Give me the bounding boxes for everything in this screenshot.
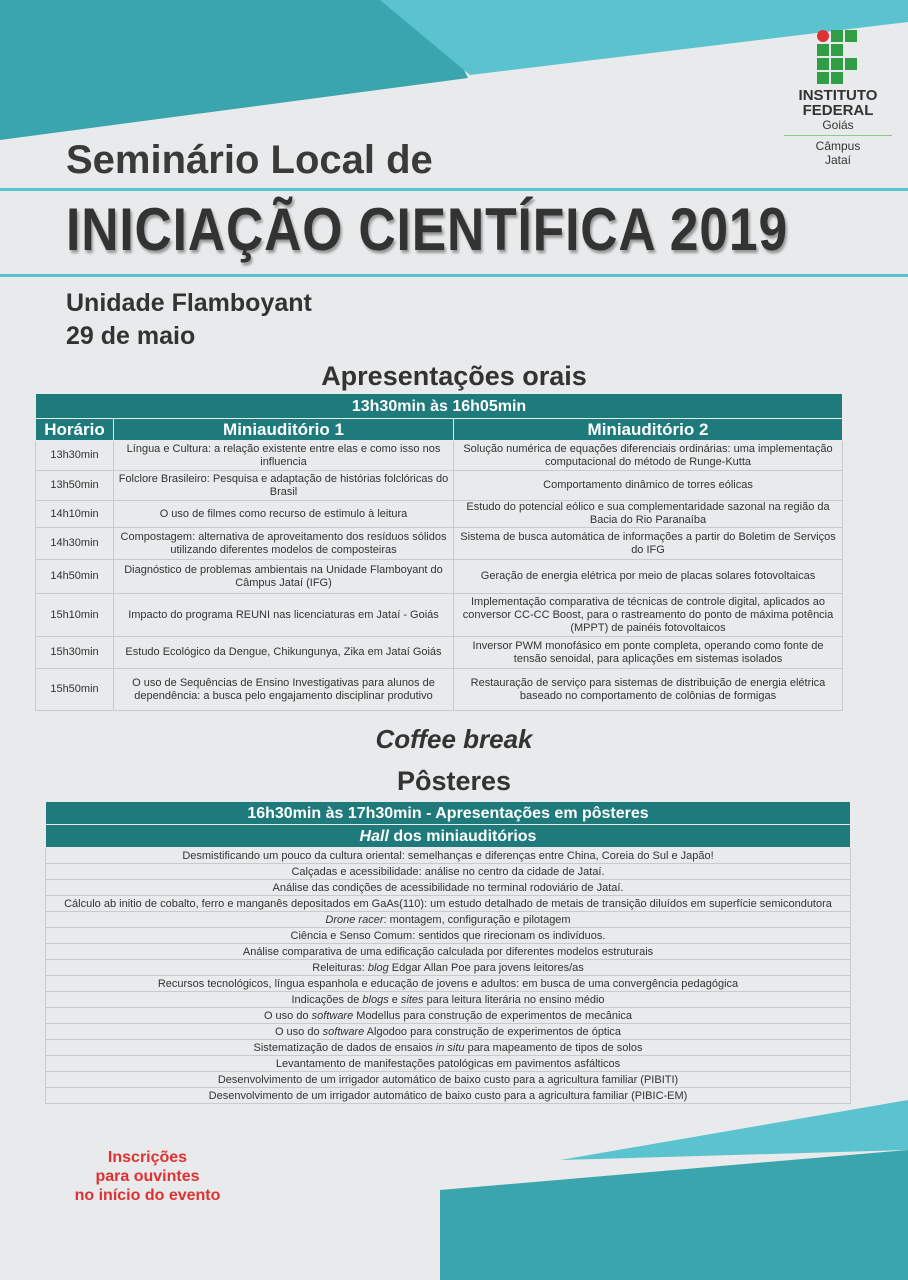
talk-cell: O uso de Sequências de Ensino Investigativas para alunos de dependência: a busca pelo engajamento disciplinar produtivo xyxy=(114,669,454,711)
talk-cell: Implementação comparativa de técnicas de controle digital, aplicados ao conversor CC-CC Boost, para o rastreamento do ponto de máxima potência (MPPT) de painéis fotovoltaicos xyxy=(454,594,843,637)
poster-title-segment: O uso do xyxy=(274,1025,323,1038)
poster-title xyxy=(46,944,851,960)
poster-title xyxy=(46,1072,851,1088)
table-row xyxy=(36,471,843,501)
time-cell: 13h30min xyxy=(36,441,114,471)
table-row xyxy=(36,441,843,471)
talk-cell: Folclore Brasileiro: Pesquisa e adaptação de histórias folclóricas do Brasil xyxy=(114,471,454,501)
time-cell: 13h50min xyxy=(36,471,114,501)
talk-cell: O uso de filmes como recurso de estimulo à leitura xyxy=(114,501,454,528)
poster-row xyxy=(46,896,851,912)
logo-text: INSTITUTO xyxy=(798,87,878,104)
talk-cell: Inversor PWM monofásico em ponte completa, operando como fonte de tensão senoidal, para aplicações em sistemas isolados xyxy=(454,637,843,669)
title-line-1: Seminário Local de xyxy=(66,138,433,182)
poster-title xyxy=(46,960,851,976)
talk-cell: Diagnóstico de problemas ambientais na Unidade Flamboyant do Câmpus Jataí (IFG) xyxy=(114,560,454,594)
poster-row xyxy=(46,960,851,976)
poster-title xyxy=(46,1008,851,1024)
poster-title-segment: in situ xyxy=(435,1041,465,1054)
poster-title-segment: blog xyxy=(367,961,389,974)
poster-title-segment: Levantamento de manifestações patológicas em pavimentos asfálticos xyxy=(275,1057,621,1070)
poster-title xyxy=(46,880,851,896)
poster-row xyxy=(46,1056,851,1072)
talk-cell: Sistema de busca automática de informações a partir do Boletim de Serviços do IFG xyxy=(454,528,843,560)
poster-row xyxy=(46,912,851,928)
poster-title-segment: : montagem, configuração e pilotagem xyxy=(383,913,571,926)
bottom-strip-shape xyxy=(560,1100,908,1160)
oral-heading: Apresentações orais xyxy=(321,361,587,391)
time-cell: 15h10min xyxy=(36,594,114,637)
poster-title xyxy=(46,976,851,992)
poster-title-segment: Cálculo ab initio de cobalto, ferro e manganês depositados em GaAs(110): um estudo detalhado de metais de transição diluídos em superfície semicondutora xyxy=(64,897,832,910)
poster-title-segment: e xyxy=(388,993,401,1006)
col-mini-2: Miniauditório 2 xyxy=(454,419,843,441)
poster-title-segment: Algodoo para construção de experimentos de óptica xyxy=(364,1025,622,1038)
poster-row xyxy=(46,976,851,992)
poster-row xyxy=(46,992,851,1008)
talk-cell: Comportamento dinâmico de torres eólicas xyxy=(454,471,843,501)
poster-row xyxy=(46,1088,851,1104)
registration-line: Inscrições xyxy=(107,1149,188,1166)
logo-mark xyxy=(817,30,857,84)
registration-line: para ouvintes xyxy=(95,1168,200,1185)
poster-row xyxy=(46,1024,851,1040)
oral-time-range: 13h30min às 16h05min xyxy=(36,394,843,419)
poster-row xyxy=(46,880,851,896)
poster-title-segment: para mapeamento de tipos de solos xyxy=(464,1041,643,1054)
poster-title-segment: Desenvolvimento de um irrigador automático de baixo custo para a agricultura familiar (PIBITI) xyxy=(217,1073,679,1086)
poster-title-segment: software xyxy=(322,1025,365,1038)
poster-title-segment: Indicações de xyxy=(291,993,363,1006)
posters-location xyxy=(46,825,851,848)
divider xyxy=(0,188,908,191)
poster-title-segment: Análise das condições de acessibilidade no terminal rodoviário de Jataí. xyxy=(272,881,624,894)
oral-schedule-table xyxy=(35,393,843,711)
table-row xyxy=(36,501,843,528)
poster-title xyxy=(46,1024,851,1040)
coffee-break: Coffee break xyxy=(375,724,533,754)
time-cell: 15h30min xyxy=(36,637,114,669)
date: 29 de maio xyxy=(66,322,196,350)
talk-cell: Impacto do programa REUNI nas licenciaturas em Jataí - Goiás xyxy=(114,594,454,637)
poster-title-segment: sites xyxy=(400,993,424,1006)
poster-title xyxy=(46,912,851,928)
talk-cell: Estudo do potencial eólico e sua complementaridade sazonal na região da Bacia do Rio Paranaíba xyxy=(454,501,843,528)
poster-row xyxy=(46,944,851,960)
table-row xyxy=(36,560,843,594)
poster-title-segment: software xyxy=(311,1009,354,1022)
poster-title-segment: Edgar Allan Poe para jovens leitores/as xyxy=(388,961,584,974)
poster-title xyxy=(46,848,851,864)
talk-cell: Solução numérica de equações diferenciais ordinárias: uma implementação computacional do método de Runge-Kutta xyxy=(454,441,843,471)
poster-row xyxy=(46,864,851,880)
poster-title-segment: O uso do xyxy=(263,1009,312,1022)
posters-table xyxy=(45,801,851,1104)
poster-title-segment: Desmistificando um pouco da cultura oriental: semelhanças e diferenças entre China, Coreia do Sul e Japão! xyxy=(182,849,714,862)
poster-row xyxy=(46,848,851,864)
venue: Unidade Flamboyant xyxy=(66,289,312,317)
poster-title-segment: Recursos tecnológicos, língua espanhola e educação de jovens e adultos: em busca de uma convergência pedagógica xyxy=(157,977,739,990)
table-row xyxy=(36,637,843,669)
poster-title xyxy=(46,864,851,880)
time-cell: 14h10min xyxy=(36,501,114,528)
bottom-right-shape xyxy=(440,1150,908,1280)
time-cell: 15h50min xyxy=(36,669,114,711)
talk-cell: Estudo Ecológico da Dengue, Chikungunya, Zika em Jataí Goiás xyxy=(114,637,454,669)
talk-cell: Restauração de serviço para sistemas de distribuição de energia elétrica baseado no comportamento de colônias de formigas xyxy=(454,669,843,711)
poster-row xyxy=(46,1008,851,1024)
poster-row xyxy=(46,1072,851,1088)
poster-title-segment: Ciência e Senso Comum: sentidos que rirecionam os indivíduos. xyxy=(290,929,606,942)
poster-title xyxy=(46,1056,851,1072)
table-row xyxy=(36,528,843,560)
poster-title xyxy=(46,1088,851,1104)
poster-title xyxy=(46,928,851,944)
top-left-shape xyxy=(0,0,468,140)
logo-text: Goiás xyxy=(784,118,892,136)
posters-time-range: 16h30min às 17h30min - Apresentações em pôsteres xyxy=(46,802,851,825)
poster-title-segment: Análise comparativa de uma edificação calculada por diferentes modelos estruturais xyxy=(242,945,654,958)
poster-title-segment: Desenvolvimento de um irrigador automático de baixo custo para a agricultura familiar (PIBIC-EM) xyxy=(208,1089,688,1102)
poster-title xyxy=(46,1040,851,1056)
poster-row xyxy=(46,1040,851,1056)
logo-text: FEDERAL xyxy=(802,102,874,119)
poster-title-segment: Drone racer xyxy=(325,913,384,926)
posters-heading: Pôsteres xyxy=(396,766,512,796)
col-mini-1: Miniauditório 1 xyxy=(114,419,454,441)
time-cell: 14h50min xyxy=(36,560,114,594)
poster-title-segment: Sistematização de dados de ensaios xyxy=(253,1041,436,1054)
poster-title-segment: Modellus para construção de experimentos de mecânica xyxy=(353,1009,633,1022)
talk-cell: Língua e Cultura: a relação existente entre elas e como isso nos influencia xyxy=(114,441,454,471)
table-row xyxy=(36,669,843,711)
registration-note xyxy=(50,1148,245,1205)
logo-text: Jataí xyxy=(824,153,851,167)
poster-title-segment: para leitura literária no ensino médio xyxy=(423,993,605,1006)
title-line-2: INICIAÇÃO CIENTÍFICA 2019 xyxy=(66,196,789,263)
col-horario: Horário xyxy=(36,419,114,441)
poster-title xyxy=(46,896,851,912)
divider xyxy=(0,274,908,277)
poster-row xyxy=(46,928,851,944)
if-goias-logo xyxy=(788,30,888,167)
talk-cell: Geração de energia elétrica por meio de placas solares fotovoltaicas xyxy=(454,560,843,594)
poster-title-segment: blogs xyxy=(362,993,389,1006)
poster-title-segment: Releituras: xyxy=(312,961,368,974)
registration-line: no início do evento xyxy=(74,1187,221,1204)
location-italic: Hall xyxy=(359,827,389,845)
table-row xyxy=(36,594,843,637)
poster-title-segment: Calçadas e acessibilidade: análise no centro da cidade de Jataí. xyxy=(291,865,605,878)
talk-cell: Compostagem: alternativa de aproveitamento dos resíduos sólidos utilizando diferentes modelos de composteiras xyxy=(114,528,454,560)
logo-text: Câmpus xyxy=(815,139,861,153)
time-cell: 14h30min xyxy=(36,528,114,560)
location-text: dos miniauditórios xyxy=(388,827,537,845)
poster-title xyxy=(46,992,851,1008)
